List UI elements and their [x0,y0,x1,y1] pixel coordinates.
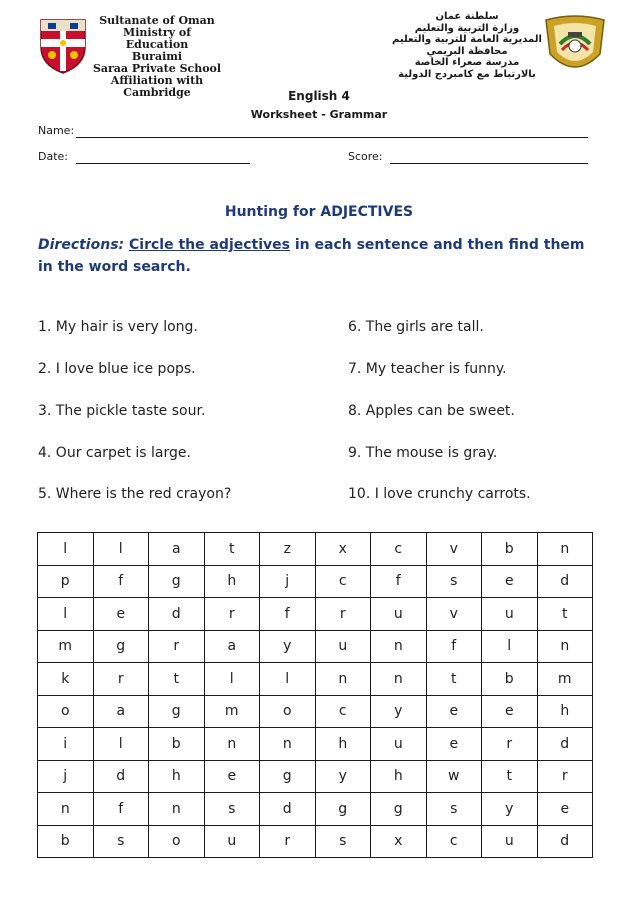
word-search-row [38,728,593,761]
word-search-cell[interactable]: r [93,663,149,696]
word-search-cell[interactable]: n [537,630,593,663]
school-name-line: Affiliation with Cambridge [110,74,204,99]
word-search-cell[interactable]: m [38,630,94,663]
word-search-row [38,598,593,631]
word-search-cell[interactable]: l [38,533,94,566]
sentence-5: 5. Where is the red crayon? [38,486,232,502]
word-search-cell[interactable]: j [38,760,94,793]
word-search-cell[interactable]: t [537,598,593,631]
word-search-row [38,565,593,598]
sentence-6: 6. The girls are tall. [348,319,484,335]
word-search-cell[interactable]: z [260,533,316,566]
word-search-cell[interactable]: g [371,793,427,826]
word-search-cell[interactable]: x [371,825,427,858]
school-emblem-icon [540,14,610,78]
date-field[interactable] [76,163,250,164]
word-search-cell[interactable]: n [537,533,593,566]
directions-label: Directions: [38,237,125,253]
word-search-cell[interactable]: l [38,598,94,631]
word-search-cell[interactable]: f [93,793,149,826]
school-name-ar-line: وزارة التربية والتعليم [414,22,520,34]
school-name-line: Saraa Private School [92,62,222,75]
word-search-row [38,695,593,728]
subject-title: English 4 [288,89,350,103]
word-search-cell[interactable]: n [260,728,316,761]
word-search-cell[interactable]: y [482,793,538,826]
word-search-cell[interactable]: d [93,760,149,793]
sentence-9: 9. The mouse is gray. [348,445,498,461]
word-search-cell[interactable]: p [38,565,94,598]
word-search-cell[interactable]: y [371,695,427,728]
worksheet-title: Worksheet - Grammar [250,108,388,121]
word-search-cell[interactable]: h [315,728,371,761]
directions [38,234,598,278]
word-search-cell[interactable]: r [149,630,205,663]
word-search-cell[interactable]: s [426,793,482,826]
word-search-cell[interactable]: r [315,598,371,631]
word-search-cell[interactable]: n [149,793,205,826]
school-name-ar-line: بالارتباط مع كامبردج الدولية [398,68,536,80]
word-search-cell[interactable]: a [149,533,205,566]
word-search-cell[interactable]: f [93,565,149,598]
word-search-cell[interactable]: h [149,760,205,793]
word-search-cell[interactable]: n [371,630,427,663]
word-search-cell[interactable]: f [260,598,316,631]
school-name-english [92,15,222,99]
word-search-cell[interactable]: a [93,695,149,728]
word-search-cell[interactable]: c [426,825,482,858]
name-field[interactable] [76,137,588,138]
word-search-cell[interactable]: s [426,565,482,598]
school-name-ar-line: مدرسة صعراء الخاصة [414,57,520,68]
word-search-cell[interactable]: u [315,630,371,663]
word-search-cell[interactable]: o [260,695,316,728]
word-search-row [38,825,593,858]
word-search-cell[interactable]: b [38,825,94,858]
word-search-row [38,760,593,793]
word-search-cell[interactable]: u [482,598,538,631]
word-search-cell[interactable]: d [149,598,205,631]
word-search-cell[interactable]: d [260,793,316,826]
word-search-cell[interactable]: e [482,565,538,598]
main-title: Hunting for ADJECTIVES [224,204,414,220]
date-label: Date: [38,150,68,163]
name-label: Name: [38,124,75,137]
word-search-cell[interactable]: e [93,598,149,631]
word-search-cell[interactable]: l [93,533,149,566]
word-search-cell[interactable]: b [482,663,538,696]
word-search-cell[interactable]: t [426,663,482,696]
word-search-cell[interactable]: c [371,533,427,566]
word-search-cell[interactable]: l [482,630,538,663]
school-name-line: Ministry of Education [123,26,191,51]
directions-circle-text: Circle the adjectives [129,237,290,253]
word-search-grid [37,532,593,858]
word-search-cell[interactable]: d [537,825,593,858]
word-search-cell[interactable]: u [371,728,427,761]
word-search-cell[interactable]: n [371,663,427,696]
word-search-cell[interactable]: r [482,728,538,761]
word-search-cell[interactable]: f [426,630,482,663]
sentence-3: 3. The pickle taste sour. [38,403,206,419]
school-name-line: Buraimi [131,50,183,63]
word-search-cell[interactable]: h [204,565,260,598]
word-search-cell[interactable]: e [537,793,593,826]
word-search-cell[interactable]: h [371,760,427,793]
word-search-cell[interactable]: a [204,630,260,663]
school-name-arabic [392,11,542,80]
word-search-cell[interactable]: e [204,760,260,793]
word-search-cell[interactable]: m [204,695,260,728]
word-search-cell[interactable]: n [204,728,260,761]
word-search-cell[interactable]: g [260,760,316,793]
sentence-8: 8. Apples can be sweet. [348,403,515,419]
word-search-cell[interactable]: l [260,663,316,696]
word-search-cell[interactable]: l [204,663,260,696]
word-search-cell[interactable]: n [38,793,94,826]
word-search-cell[interactable]: v [426,598,482,631]
word-search-cell[interactable]: e [426,695,482,728]
word-search-row [38,533,593,566]
word-search-cell[interactable]: m [537,663,593,696]
word-search-cell[interactable]: k [38,663,94,696]
word-search-cell[interactable]: l [93,728,149,761]
school-name-ar-line: المديرية العامة للتربية والتعليم [392,34,542,45]
sentence-7: 7. My teacher is funny. [348,361,507,377]
word-search-cell[interactable]: u [204,825,260,858]
cambridge-crest-icon [38,17,88,75]
word-search-cell[interactable]: e [482,695,538,728]
word-search-cell[interactable]: e [426,728,482,761]
word-search-cell[interactable]: r [204,598,260,631]
sentence-4: 4. Our carpet is large. [38,445,191,461]
word-search-cell[interactable]: j [260,565,316,598]
word-search-cell[interactable]: c [315,565,371,598]
sentence-2: 2. I love blue ice pops. [38,361,196,377]
word-search-cell[interactable]: r [260,825,316,858]
word-search-row [38,630,593,663]
word-search-cell[interactable]: y [315,760,371,793]
school-name-ar-line: سلطنة عمان [435,11,499,22]
word-search-cell[interactable]: c [315,695,371,728]
score-label: Score: [348,150,383,163]
word-search-cell[interactable]: t [149,663,205,696]
word-search-cell[interactable]: w [426,760,482,793]
word-search-cell[interactable]: o [38,695,94,728]
sentence-1: 1. My hair is very long. [38,319,198,335]
school-name-ar-line: محافظة البريمي [426,45,508,57]
word-search-cell[interactable]: d [537,565,593,598]
word-search-cell[interactable]: s [315,825,371,858]
word-search-cell[interactable]: g [93,630,149,663]
word-search-cell[interactable]: b [482,533,538,566]
word-search-cell[interactable]: g [149,565,205,598]
word-search-cell[interactable]: u [371,598,427,631]
word-search-row [38,663,593,696]
word-search-cell[interactable]: s [204,793,260,826]
word-search-cell[interactable]: g [149,695,205,728]
word-search-cell[interactable]: h [537,695,593,728]
word-search-cell[interactable]: b [149,728,205,761]
school-name-line: Sultanate of Oman [99,14,215,27]
word-search-cell[interactable]: n [315,663,371,696]
word-search-cell[interactable]: t [482,760,538,793]
word-search-cell[interactable]: g [315,793,371,826]
word-search-cell[interactable]: x [315,533,371,566]
word-search-cell[interactable]: d [537,728,593,761]
sentence-10: 10. I love crunchy carrots. [348,486,531,502]
word-search-row [38,793,593,826]
word-search-cell[interactable]: f [371,565,427,598]
word-search-cell[interactable]: v [426,533,482,566]
word-search-cell[interactable]: t [204,533,260,566]
word-search-cell[interactable]: i [38,728,94,761]
directions-rest: in each sentence and then find them in the word search. [38,237,585,275]
word-search-cell[interactable]: u [482,825,538,858]
word-search-cell[interactable]: s [93,825,149,858]
score-field[interactable] [390,163,588,164]
word-search-cell[interactable]: o [149,825,205,858]
word-search-cell[interactable]: y [260,630,316,663]
word-search-cell[interactable]: r [537,760,593,793]
